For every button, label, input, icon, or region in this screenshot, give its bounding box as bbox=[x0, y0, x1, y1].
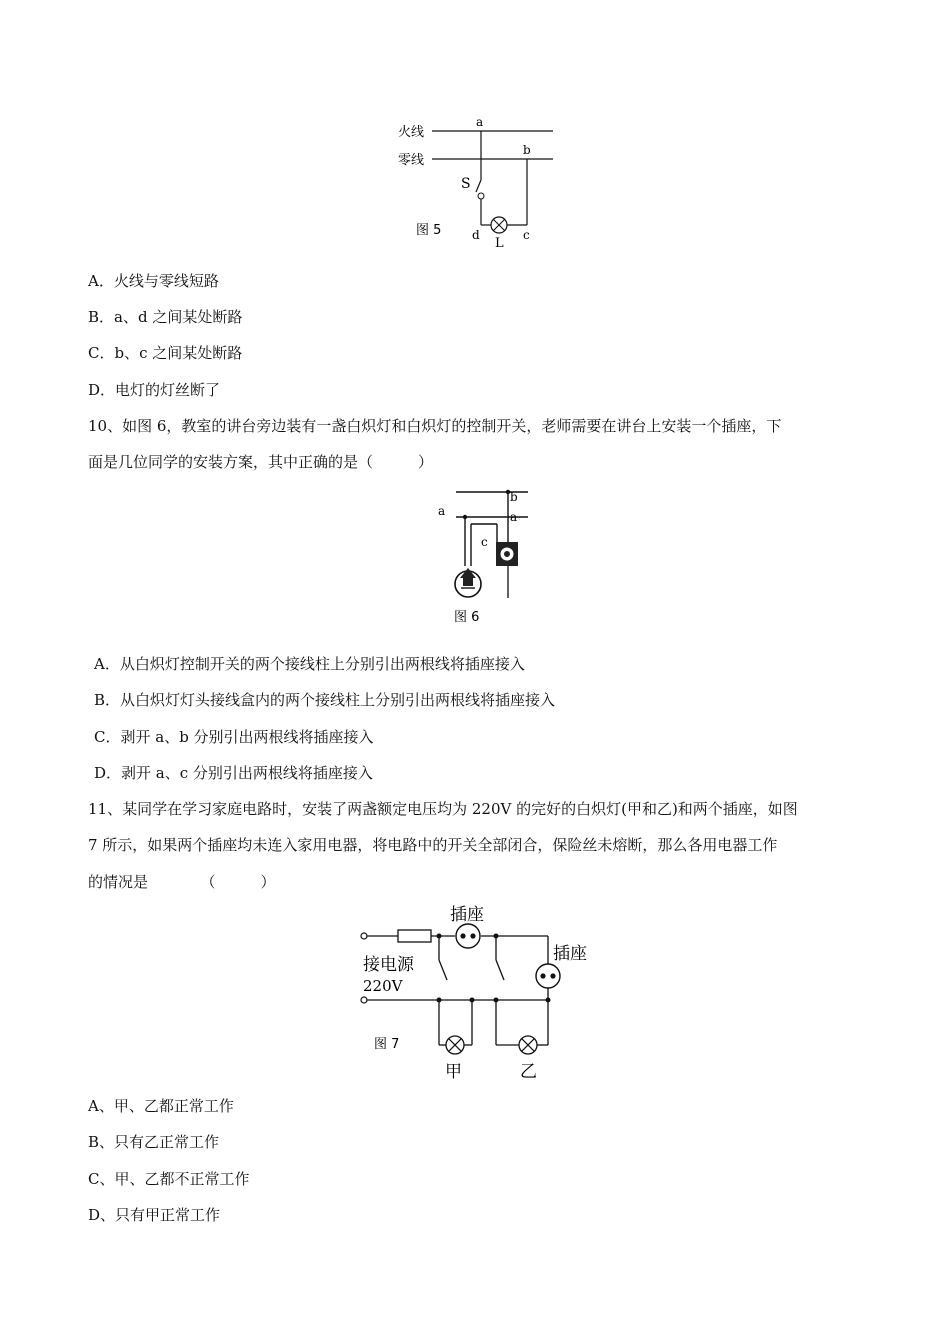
q10-option-a: A．从白炽灯控制开关的两个接线柱上分别引出两根线将插座接入 bbox=[94, 655, 525, 673]
q9-option-b: B．a、d 之间某处断路 bbox=[88, 308, 243, 326]
lamp-icon bbox=[491, 217, 507, 233]
figure-6-wiring bbox=[430, 484, 540, 629]
point-c-label: c bbox=[481, 535, 488, 549]
figure-5-circuit bbox=[390, 110, 570, 250]
socket-right-label: 插座 bbox=[553, 944, 587, 964]
fuse-icon bbox=[398, 930, 431, 942]
q9-option-c: C．b、c 之间某处断路 bbox=[88, 344, 243, 362]
q9-option-a: A．火线与零线短路 bbox=[88, 272, 219, 290]
q10-option-d: D．剥开 a、c 分别引出两根线将插座接入 bbox=[94, 764, 373, 782]
lamp-l-label: L bbox=[495, 236, 504, 251]
figure-6-caption: 图 6 bbox=[454, 610, 480, 625]
voltage-label: 220V bbox=[363, 977, 403, 995]
switch-jia bbox=[439, 960, 447, 980]
figure-5-caption: 图 5 bbox=[416, 223, 442, 238]
q10-stem-line-2: 面是几位同学的安装方案，其中正确的是（ ） bbox=[88, 453, 434, 471]
figure-7 bbox=[355, 900, 605, 1085]
point-d-label: d bbox=[472, 228, 480, 242]
point-b-label: b bbox=[523, 143, 531, 157]
q10-option-b: B．从白炽灯灯头接线盒内的两个接线柱上分别引出两根线将插座接入 bbox=[94, 691, 556, 709]
lamp-yi-icon bbox=[519, 1036, 537, 1054]
q9-option-d: D．电灯的灯丝断了 bbox=[88, 381, 221, 399]
lamp-yi-label: 乙 bbox=[520, 1062, 537, 1082]
figure-6 bbox=[430, 484, 540, 629]
q10-stem-line-1: 10、如图 6，教室的讲台旁边装有一盏白炽灯和白炽灯的控制开关，老师需要在讲台上安装一个插座，下 bbox=[88, 417, 782, 435]
q11-stem-line-3: 的情况是 （ ） bbox=[88, 873, 276, 891]
live-wire-label: 火线 bbox=[398, 125, 425, 140]
q11-stem-line-1: 11、某同学在学习家庭电路时，安装了两盏额定电压均为 220V 的完好的白炽灯(甲和乙)和两个插座，如图 bbox=[88, 800, 798, 818]
figure-7-circuit bbox=[355, 900, 605, 1085]
switch-s bbox=[476, 180, 481, 192]
switch-s-label: S bbox=[461, 176, 471, 192]
figure-7-caption: 图 7 bbox=[374, 1037, 400, 1052]
lamp-jia-label: 甲 bbox=[445, 1062, 462, 1082]
q10-option-c: C．剥开 a、b 分别引出两根线将插座接入 bbox=[94, 728, 374, 746]
q11-option-d: D、只有甲正常工作 bbox=[88, 1206, 221, 1224]
socket-right-icon bbox=[536, 964, 560, 988]
terminal-bottom bbox=[361, 997, 367, 1003]
point-a-right-label: a bbox=[510, 510, 518, 524]
neutral-wire-label: 零线 bbox=[398, 153, 425, 168]
q11-option-a: A、甲、乙都正常工作 bbox=[88, 1097, 234, 1115]
socket-top-label: 插座 bbox=[450, 905, 484, 925]
bulb-lamp-icon bbox=[455, 568, 481, 597]
lamp-jia-icon bbox=[446, 1036, 464, 1054]
q11-option-c: C、甲、乙都不正常工作 bbox=[88, 1170, 250, 1188]
switch-yi bbox=[496, 960, 504, 980]
control-switch-icon bbox=[496, 542, 518, 566]
point-c-label: c bbox=[523, 228, 530, 242]
point-a-left-label: a bbox=[438, 504, 446, 518]
power-label: 接电源 bbox=[363, 955, 414, 975]
q11-option-b: B、只有乙正常工作 bbox=[88, 1133, 220, 1151]
socket-top-icon bbox=[456, 924, 480, 948]
point-b-label: b bbox=[510, 490, 518, 504]
point-a-label: a bbox=[476, 115, 484, 129]
figure-5 bbox=[390, 110, 570, 250]
terminal-top bbox=[361, 933, 367, 939]
q11-stem-line-2: 7 所示，如果两个插座均未连入家用电器，将电路中的开关全部闭合，保险丝未熔断，那么各用电器工作 bbox=[88, 836, 778, 854]
